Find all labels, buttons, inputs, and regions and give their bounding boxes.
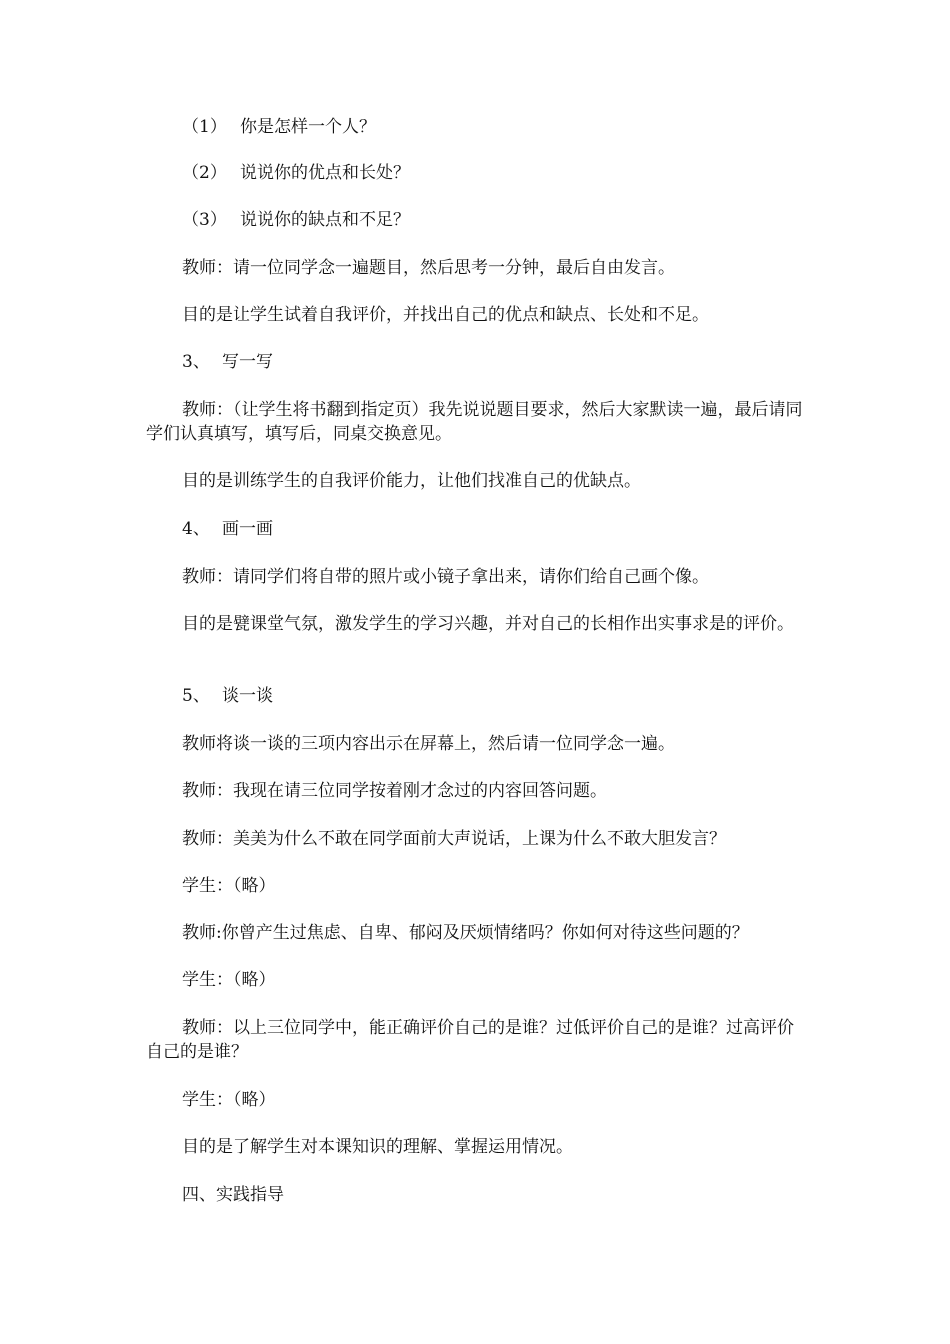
student-answer-1: 学生：（略）	[182, 876, 276, 896]
question-item-2	[182, 161, 410, 185]
question-marker: （1）	[182, 117, 227, 137]
section-heading-3	[182, 350, 273, 374]
student-answer-3: 学生：（略）	[182, 1090, 276, 1110]
section-heading-5	[182, 684, 273, 708]
teacher-question-3: 教师：以上三位同学中，能正确评价自己的是谁？过低评价自己的是谁？过高评价自己的是谁？	[146, 1018, 794, 1062]
goal-paragraph-4: 目的是了解学生对本课知识的理解、掌握运用情况。	[182, 1137, 573, 1157]
teacher-ask-paragraph: 教师：我现在请三位同学按着刚才念过的内容回答问题。	[182, 781, 607, 801]
question-text: 你是怎样一个人？	[240, 117, 376, 137]
goal-paragraph-1: 目的是让学生试着自我评价，并找出自己的优点和缺点、长处和不足。	[182, 305, 709, 325]
question-text: 说说你的缺点和不足？	[240, 210, 410, 230]
question-marker: （2）	[182, 163, 227, 183]
teacher-show-paragraph: 教师将谈一谈的三项内容出示在屏幕上，然后请一位同学念一遍。	[182, 734, 675, 754]
teacher-read-paragraph: 教师：请一位同学念一遍题目，然后思考一分钟，最后自由发言。	[182, 258, 675, 278]
section-marker: 4、	[182, 519, 210, 539]
section-marker: 3、	[182, 352, 210, 372]
section-title: 画一画	[222, 519, 273, 539]
question-item-3	[182, 208, 410, 232]
section-title: 谈一谈	[222, 686, 273, 706]
question-text: 说说你的优点和长处？	[240, 163, 410, 183]
question-marker: （3）	[182, 210, 227, 230]
teacher-draw-paragraph: 教师：请同学们将自带的照片或小镜子拿出来，请你们给自己画个像。	[182, 567, 709, 587]
teacher-question-2: 教师:你曾产生过焦虑、自卑、郁闷及厌烦情绪吗？你如何对待这些问题的？	[182, 923, 749, 943]
student-answer-2: 学生：（略）	[182, 970, 276, 990]
section-heading-4	[182, 517, 273, 541]
section-title: 写一写	[222, 352, 273, 372]
teacher-question-1: 教师：美美为什么不敢在同学面前大声说话，上课为什么不敢大胆发言？	[182, 829, 726, 849]
section-marker: 5、	[182, 686, 210, 706]
goal-paragraph-2: 目的是训练学生的自我评价能力，让他们找准自己的优缺点。	[182, 471, 641, 491]
teacher-write-paragraph: 教师：（让学生将书翻到指定页）我先说说题目要求，然后大家默读一遍，最后请同学们认真填写，填写后，同桌交换意见。	[146, 400, 803, 444]
section-heading-four: 四、实践指导	[182, 1185, 284, 1205]
goal-paragraph-3: 目的是甓课堂气氛，激发学生的学习兴趣，并对自己的长相作出实事求是的评价。	[182, 614, 794, 634]
question-item-1	[182, 115, 376, 139]
